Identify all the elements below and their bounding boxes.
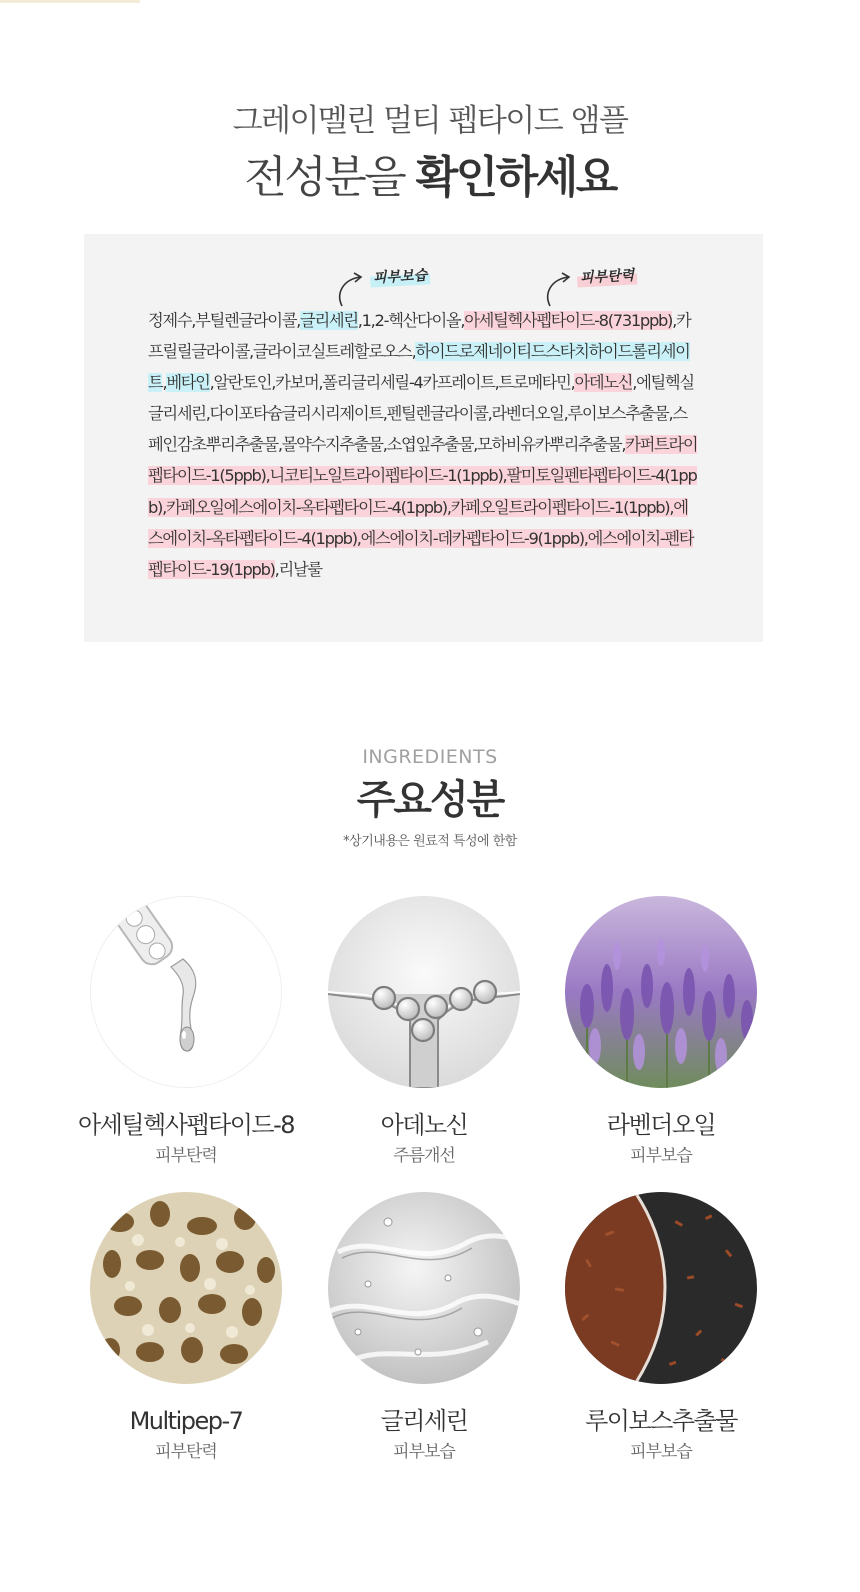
lavender-field-icon (565, 896, 757, 1088)
ingredient-effect: 주름개선 (393, 1146, 455, 1166)
curved-arrow-icon (542, 268, 578, 308)
ingredient-effect: 피부보습 (393, 1442, 455, 1462)
moisture-tag: 피부보습 (370, 264, 431, 287)
ingredient-name: 아세틸헥사펩타이드-8 (77, 1111, 295, 1139)
dropper-serum-icon (90, 896, 282, 1088)
page-header (0, 98, 860, 208)
ingredient-segment: 정제수,부틸렌글라이콜, (148, 311, 301, 330)
ingredient-card (66, 896, 306, 1168)
full-ingredients-text (148, 305, 700, 585)
ingredient-card (541, 1192, 781, 1464)
section-label-en: INGREDIENTS (362, 746, 498, 768)
page-title (0, 148, 860, 208)
ingredient-name: 라벤더오일 (606, 1111, 716, 1139)
ingredient-segment: ,에틸헥실글리세린,다이포타슘글리시리제이트,펜틸렌글라이콜,라벤더오일,루이보스추출물,스페인감초뿌리추출물,몰약수지추출물,소엽잎추출물,모하비유카뿌리추출물, (148, 373, 694, 455)
top-accent-strip (0, 0, 140, 3)
highlight-moisture: 베타인 (166, 373, 210, 393)
highlight-elasticity: 아세틸헥사펩타이드-8(731ppb) (464, 311, 673, 330)
molecule-bubbles-icon (328, 896, 520, 1088)
section-title: 주요성분 (356, 777, 504, 823)
ingredient-effect: 피부보습 (630, 1146, 692, 1166)
ingredient-segment: ,1,2-헥산다이올, (357, 311, 465, 330)
ingredient-segment: , (162, 373, 167, 393)
ingredient-name: Multipep-7 (129, 1407, 243, 1435)
ingredient-segment: ,리날룰 (274, 559, 322, 579)
ingredient-name: 글리세린 (380, 1407, 468, 1435)
section-note: *상기내용은 원료적 특성에 한함 (343, 834, 517, 849)
ingredient-segment: ,알란토인,카보머,폴리글리세릴-4카프레이트,트로메타민, (209, 373, 575, 393)
rooibos-tea-icon (565, 1192, 757, 1384)
ingredient-name: 루이보스추출물 (585, 1407, 737, 1435)
ingredient-effect: 피부탄력 (155, 1146, 217, 1166)
ingredient-effect: 피부보습 (630, 1442, 692, 1462)
bone-matrix-icon (90, 1192, 282, 1384)
ingredient-card (304, 896, 544, 1168)
elasticity-tag: 피부탄력 (577, 264, 638, 287)
highlight-moisture: 하이드로제네이티드스타치하이드롤리세이트 (148, 342, 690, 393)
highlight-elasticity: 카퍼트라이펩타이드-1(5ppb),니코티노일트라이펩타이드-1(1ppb),팔미토일펜타펩타이드-4(1ppb),카페오일에스에이치-옥타펩타이드-4(1ppb),카페오일트라이펩타이드-1(1ppb),에스에이치-옥타펩타이드-4(1ppb),에스에이치-데카펩타이드-9(1ppb),에스에이치-펜타펩타이드-19(1ppb) (148, 435, 698, 579)
curved-arrow-icon (334, 268, 370, 308)
ingredient-name: 아데노신 (380, 1111, 468, 1139)
product-subtitle: 그레이멜린 멀티 펩타이드 앰플 (232, 103, 628, 139)
clear-gel-icon (328, 1192, 520, 1384)
ingredient-segment: ,카프릴릴글라이콜,글라이코실트레할로오스, (148, 311, 691, 362)
ingredient-effect: 피부탄력 (155, 1442, 217, 1462)
highlight-elasticity: 아데노신 (574, 373, 633, 393)
ingredient-card (66, 1192, 306, 1464)
title-light: 전성분을 (244, 152, 405, 203)
ingredient-card (304, 1192, 544, 1464)
ingredient-card (541, 896, 781, 1168)
title-bold: 확인하세요 (415, 152, 616, 203)
highlight-moisture: 글리세린 (300, 311, 358, 330)
